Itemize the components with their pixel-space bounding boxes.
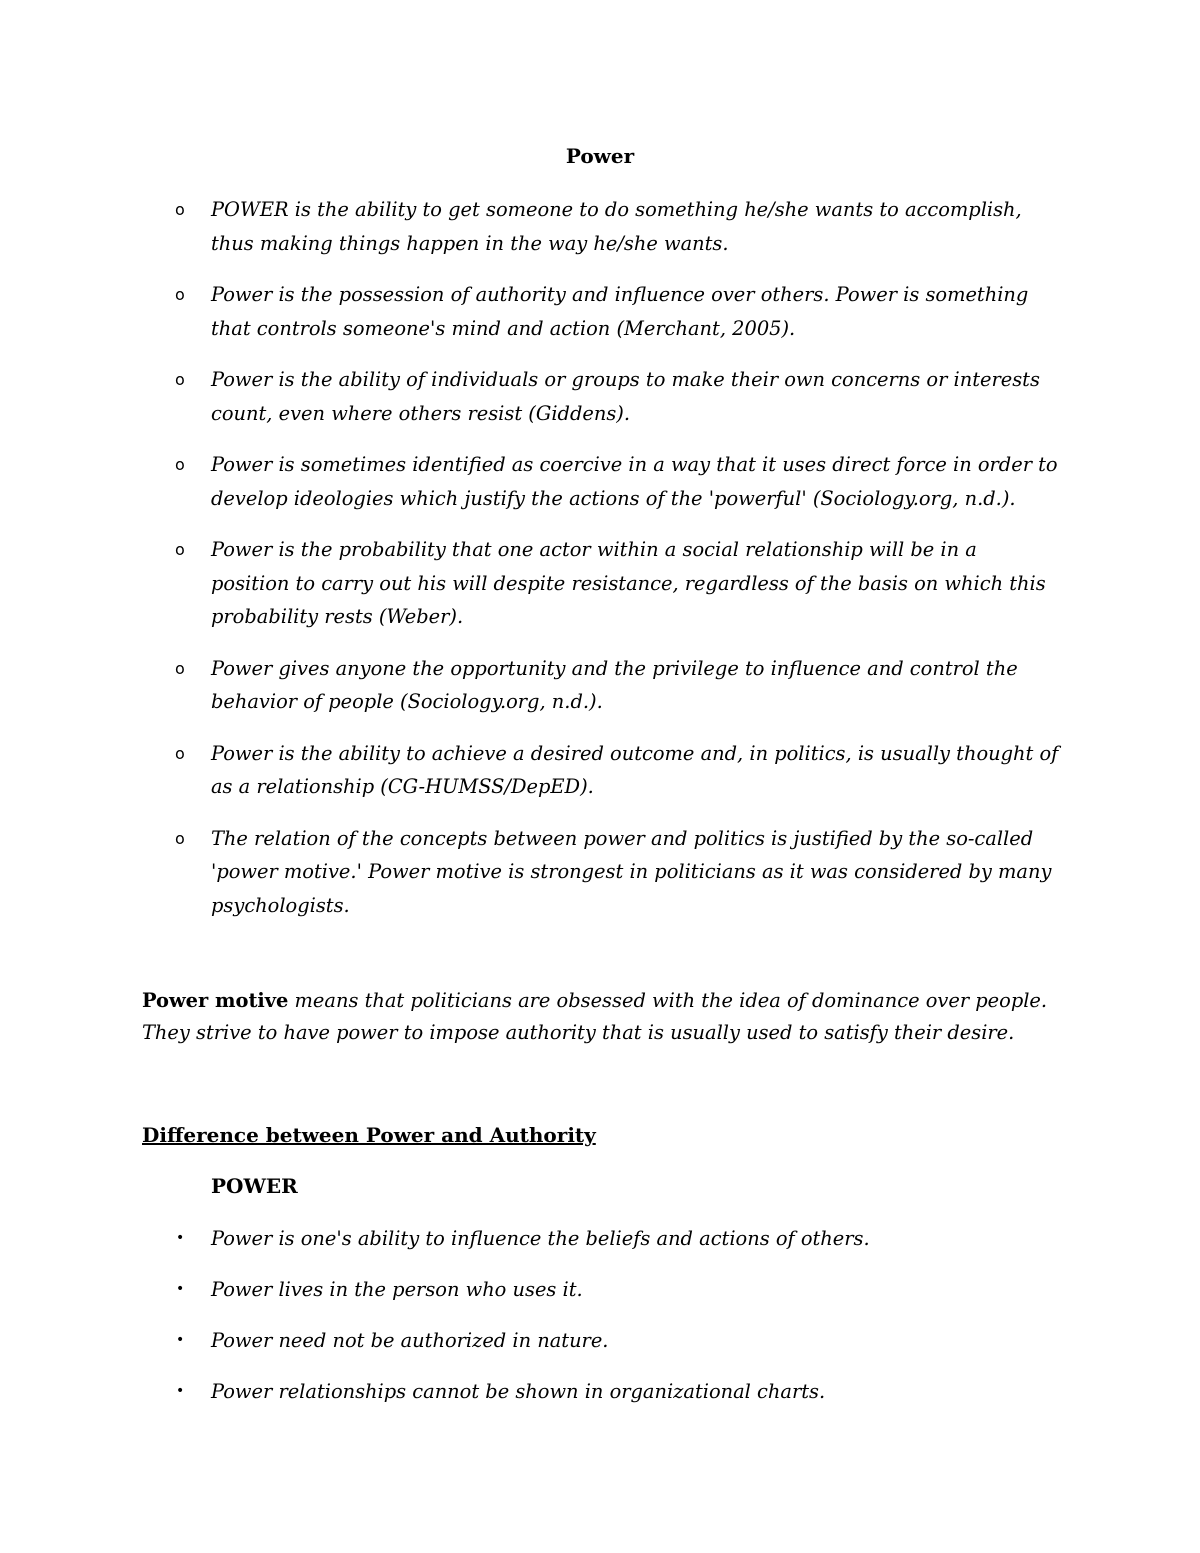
circle-bullet-icon: o (175, 370, 185, 389)
page-title: Power (565, 144, 635, 168)
circle-bullet-icon: o (175, 200, 185, 219)
definition-text: Power is the ability of individuals or groups to make their own concerns or interests count, even where others resist (Giddens). (211, 368, 1040, 425)
definition-text: POWER is the ability to get someone to do something he/she wants to accomplish, thus making things happen in the way he/she wants. (211, 198, 1022, 255)
power-motive-term: Power motive (142, 989, 289, 1012)
list-item (0, 1222, 1061, 1255)
list-item (0, 737, 1061, 804)
power-subheading: POWER (211, 1174, 298, 1198)
definition-text: Power is the probability that one actor within a social relationship will be in a position to carry out his will despite resistance, regardless of the basis on which this probability rests (Weber). (211, 538, 1046, 628)
list-item (0, 1273, 1061, 1306)
circle-bullet-icon: o (175, 540, 185, 559)
power-point-text: Power is one's ability to influence the beliefs and actions of others. (211, 1227, 870, 1250)
list-item (0, 533, 1061, 634)
power-point-text: Power need not be authorized in nature. (211, 1329, 609, 1352)
power-point-text: Power lives in the person who uses it. (211, 1278, 583, 1301)
circle-bullet-icon: o (175, 455, 185, 474)
list-item (0, 1324, 1061, 1357)
list-item (0, 448, 1061, 515)
list-item (0, 652, 1061, 719)
definition-text: Power is the ability to achieve a desired outcome and, in politics, is usually thought of as a relationship (CG-HUMSS/DepED). (211, 741, 1059, 798)
circle-bullet-icon: o (175, 658, 185, 678)
bullet-icon: • (176, 1332, 185, 1348)
definition-text: Power is sometimes identified as coercive in a way that it uses direct force in order to develop ideologies which justify the actions of the 'powerful' (Sociology.org, n.d.). (211, 453, 1058, 510)
list-item (0, 193, 1061, 260)
definition-text: The relation of the concepts between power and politics is justified by the so-called 'power motive.' Power motive is strongest in politicians as it was considered by many psychologists. (211, 826, 1052, 917)
circle-bullet-icon: o (175, 828, 185, 848)
circle-bullet-icon: o (175, 743, 185, 763)
power-point-text: Power relationships cannot be shown in organizational charts. (211, 1380, 826, 1403)
bullet-icon: • (176, 1230, 185, 1246)
definitions-list (0, 193, 1200, 940)
power-motive-paragraph (142, 985, 1062, 1049)
list-item (0, 1375, 1061, 1408)
list-item (0, 363, 1061, 430)
definition-text: Power gives anyone the opportunity and the privilege to influence and control the behavior of people (Sociology.org, n.d.). (211, 656, 1018, 713)
power-motive-description: means that politicians are obsessed with the idea of dominance over people. They strive to have power to impose authority that is usually used to satisfy their desire. (142, 989, 1048, 1044)
list-item (0, 278, 1061, 345)
bullet-icon: • (176, 1281, 185, 1297)
definition-text: Power is the possession of authority and influence over others. Power is something that controls someone's mind and action (Merchant, 2005). (211, 283, 1029, 340)
power-points-list (0, 1222, 1200, 1426)
list-item (0, 822, 1061, 923)
bullet-icon: • (176, 1383, 185, 1399)
circle-bullet-icon: o (175, 285, 185, 304)
difference-heading: Difference between Power and Authority (142, 1123, 596, 1147)
